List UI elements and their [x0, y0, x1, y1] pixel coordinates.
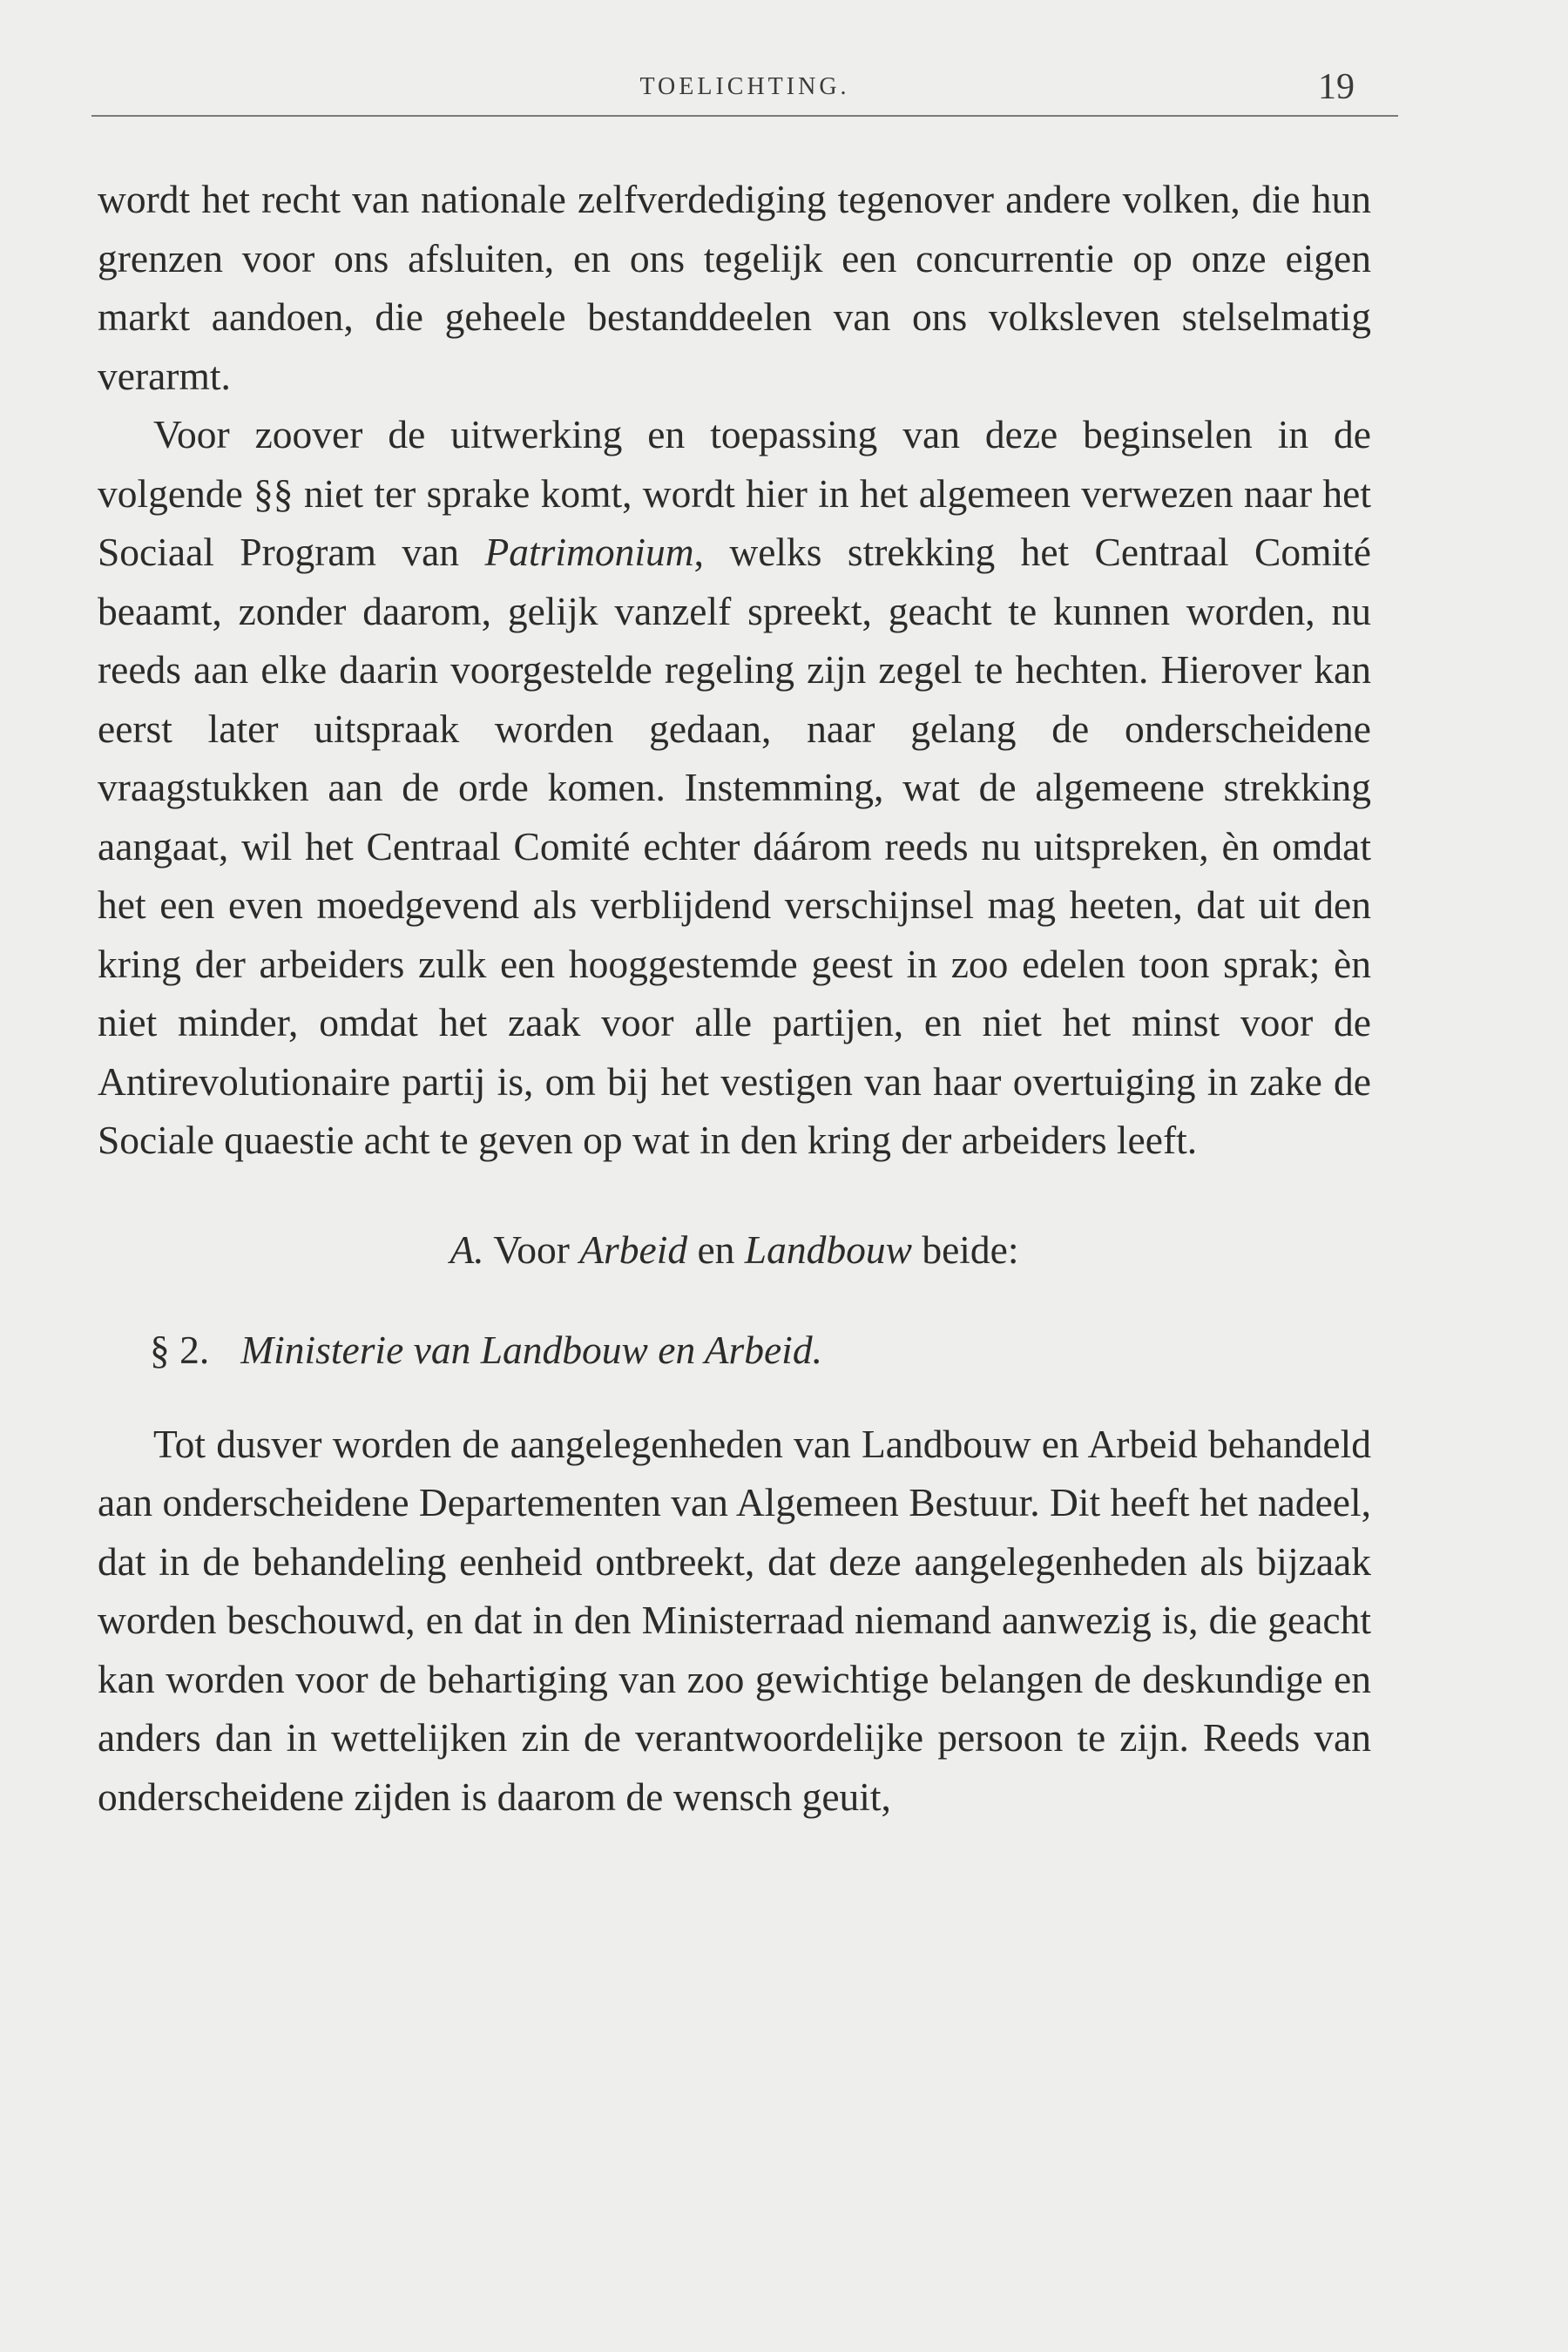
section-mark: § 2. [150, 1328, 210, 1372]
running-title: TOELICHTING. [639, 73, 850, 100]
header-rule [91, 115, 1398, 117]
paragraph-beginselen [98, 405, 1371, 1170]
running-head [91, 61, 1398, 122]
paragraph-text: Voor zoover de uitwerking en toepassing van deze beginselen in de volgende §§ niet ter sprake komt, wordt hier in het algemeen verwezen naar het Sociaal Program van [98, 412, 1371, 574]
subheading-letter: A. [449, 1227, 484, 1272]
italic-term: Patrimonium [484, 530, 694, 574]
subheading-word: Voor [493, 1227, 570, 1272]
body-text [98, 170, 1371, 1826]
subheading-word: beide: [922, 1227, 1019, 1272]
section-heading [150, 1321, 1371, 1380]
paragraph-ministerie: Tot dusver worden de aangelegenheden van Landbouw en Arbeid behandeld aan onderscheidene Departementen van Algemeen Bestuur. Dit heeft het nadeel, dat in de behandeling eenheid ontbreekt, dat deze aangelegenheden als bijzaak worden beschouwd, en dat in den Ministerraad niemand aanwezig is, die geacht kan worden voor de behartiging van zoo gewichtige belangen de deskundige en anders dan in wettelijken zin de verantwoordelijke persoon te zijn. Reeds van onderscheidene zijden is daarom de wensch geuit, [98, 1421, 1371, 1819]
paragraph-continuation: wordt het recht van nationale zelfverdediging tegenover andere volken, die hun grenzen voor ons afsluiten, en ons tegelijk een concurrentie op onze eigen markt aandoen, die geheele bestanddeelen van ons volksleven stelselmatig verarmt. [98, 177, 1371, 398]
paragraph-text: , welks strekking het Centraal Comité beaamt, zonder daarom, gelijk vanzelf spreekt, geacht te kunnen worden, nu reeds aan elke daarin voorgestelde regeling zijn zegel te hechten. Hierover kan eerst later uitspraak worden gedaan, naar gelang de onderscheidene vraagstukken aan de orde komen. Instemming, wat de algemeene strekking aangaat, wil het Centraal Comité echter dáárom reeds nu uitspreken, èn omdat het een even moedgevend als verblijdend verschijnsel mag heeten, dat uit den kring der arbeiders zulk een hooggestemde geest in zoo edelen toon sprak; èn niet minder, omdat het zaak voor alle partijen, en niet het minst voor de Antirevolutionaire partij is, om bij het vestigen van haar overtuiging in zake de Sociale quaestie acht te geven op wat in den kring der arbeiders leeft. [98, 530, 1371, 1162]
subheading-italic: Landbouw [744, 1227, 912, 1272]
section-title: Ministerie van Landbouw en Arbeid. [240, 1328, 822, 1372]
page-number: 19 [1318, 67, 1355, 107]
subheading-word: en [697, 1227, 735, 1272]
subheading-a [98, 1220, 1371, 1280]
subheading-italic: Arbeid [579, 1227, 688, 1272]
